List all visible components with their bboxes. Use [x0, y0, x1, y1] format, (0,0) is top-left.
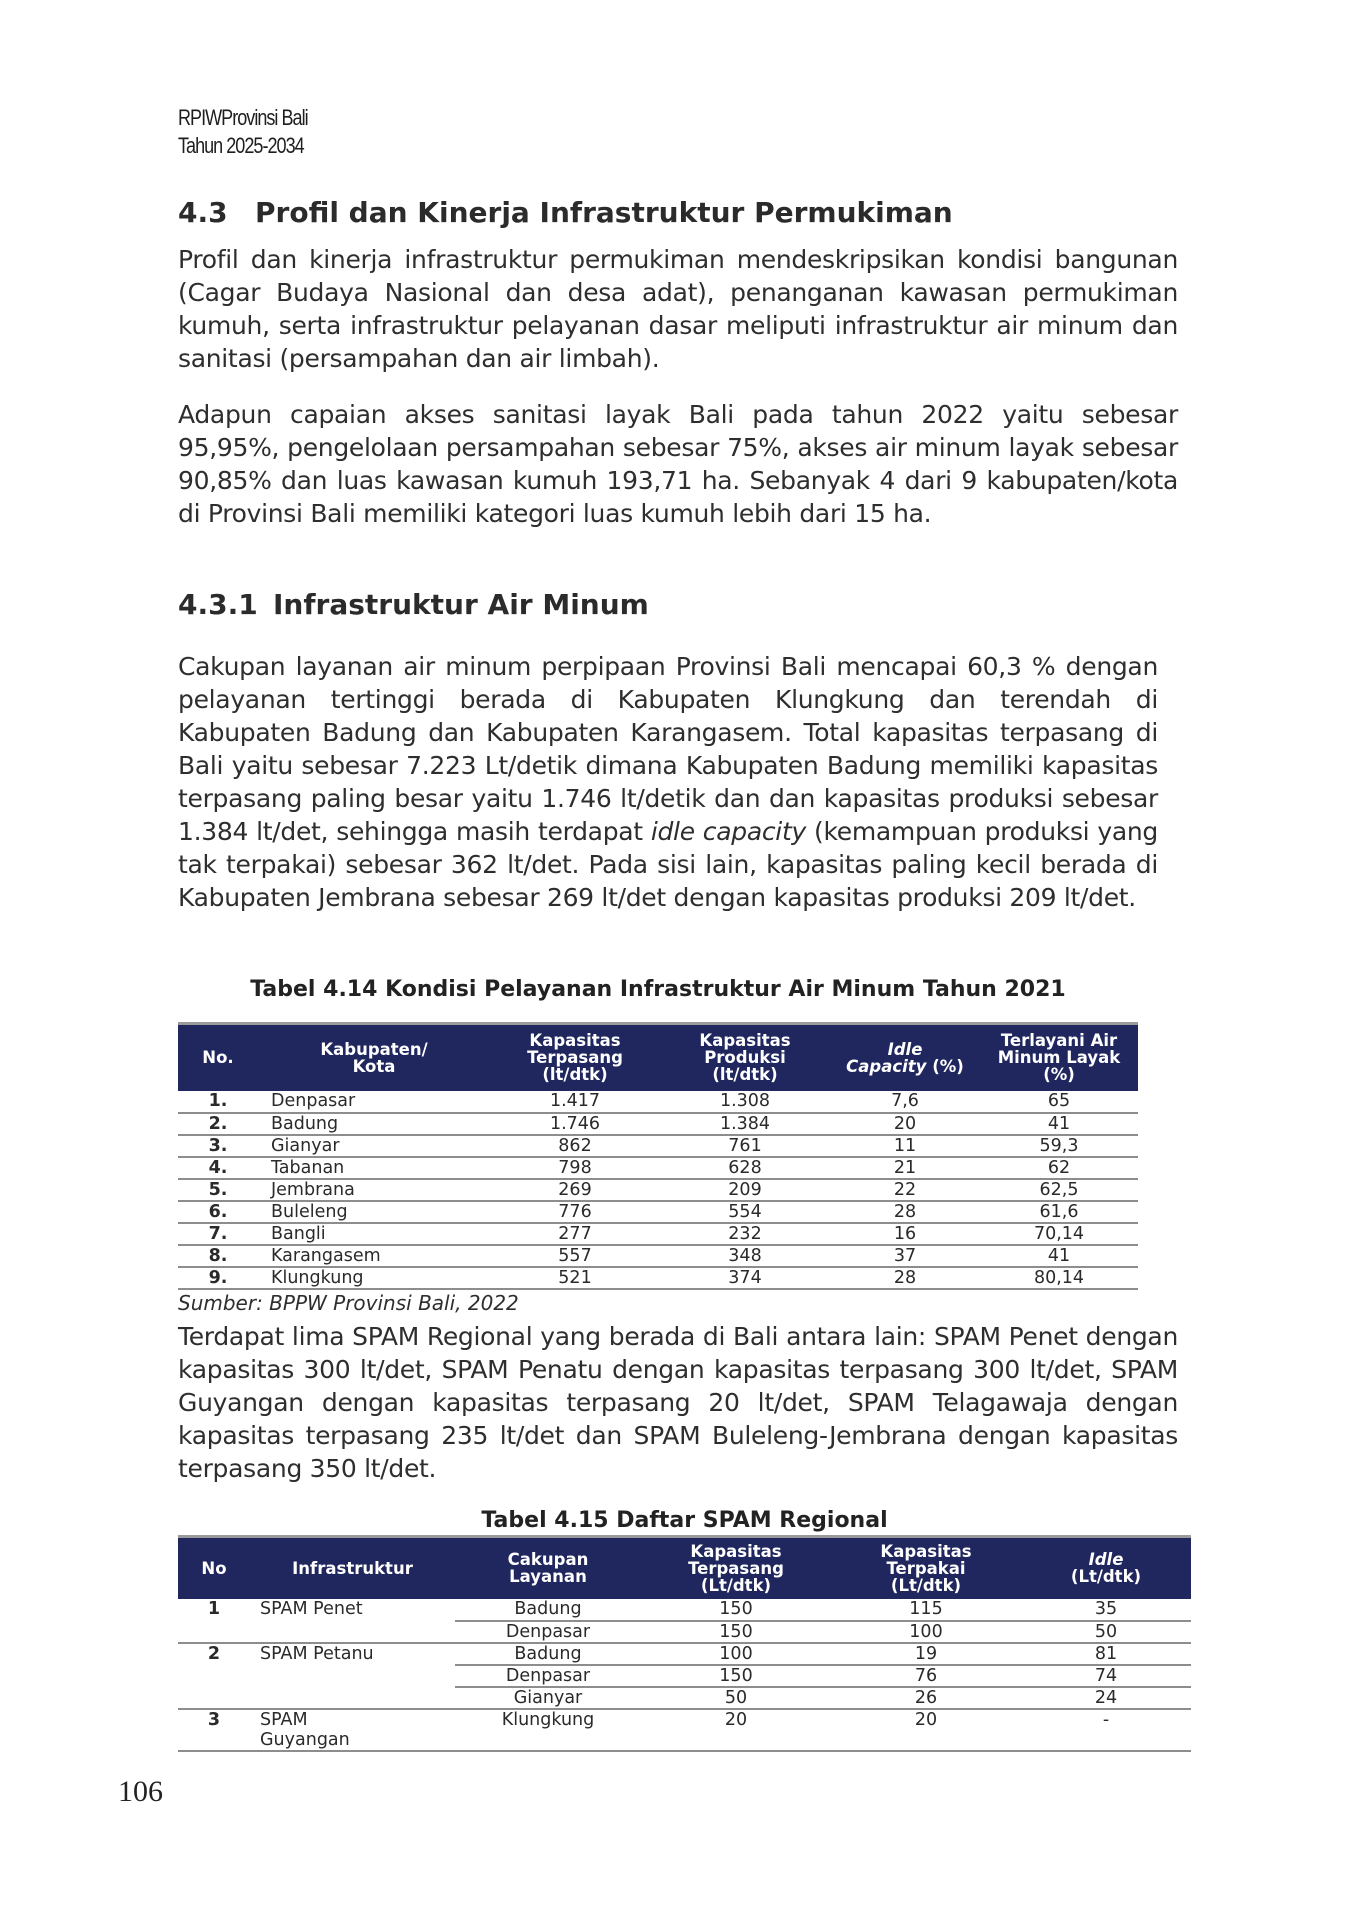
paragraph-text: (kemampuan produksi yang tak terpakai) sebesar 362 lt/det. Pada sisi lain, kapasitas paling kecil berada di Kabupaten Jembrana sebesar 269 lt/det dengan kapasitas produksi 209 lt/det. — [178, 817, 1158, 912]
spam-regional-table — [178, 1535, 1191, 1752]
subsection-number: 4.3.1 — [178, 588, 258, 621]
table-row: 9. Klungkung 521 374 28 80,14 — [178, 1267, 1138, 1289]
paragraph-text: Cakupan layanan air minum perpipaan Provinsi Bali mencapai 60,3 % dengan pelayanan tertinggi berada di Kabupaten Klungkung dan terendah di Kabupaten Badung dan Kabupaten Karangasem. Total kapasitas terpasang di Bali yaitu sebesar 7.223 Lt/detik dimana Kabupaten Badung memiliki kapasitas terpasang paling besar yaitu 1.746 lt/detik dan dan kapasitas produksi sebesar 1.384 lt/det, sehingga masih terdapat — [178, 652, 1158, 846]
header-infrastruktur: Infrastruktur — [250, 1537, 455, 1599]
section-number: 4.3 — [178, 196, 228, 229]
section-heading — [178, 196, 953, 229]
table-row: 5. Jembrana 269 209 22 62,5 — [178, 1179, 1138, 1201]
table-row: 3. Gianyar 862 761 11 59,3 — [178, 1135, 1138, 1157]
table-caption: Tabel 4.15 Daftar SPAM Regional — [481, 1508, 888, 1533]
table-row: 8. Karangasem 557 348 37 41 — [178, 1245, 1138, 1267]
running-head-title: RPIWProvinsi Bali — [178, 105, 308, 130]
subsection-title: Infrastruktur Air Minum — [273, 588, 649, 621]
spam-regional-paragraph: Terdapat lima SPAM Regional yang berada di Bali antara lain: SPAM Penet dengan kapasitas 300 lt/det, SPAM Penatu dengan kapasitas terpasang 300 lt/det, SPAM Guyangan dengan kapasitas terpasang 20 lt/det, SPAM Telagawaja dengan kapasitas terpasang 235 lt/det dan SPAM Buleleng-Jembrana dengan kapasitas terpasang 350 lt/det. — [178, 1322, 1178, 1483]
running-head-years: Tahun 2025-2034 — [178, 133, 304, 158]
header-kapasitas-terpasang: Kapasitas Terpasang (Lt/dtk) — [641, 1537, 831, 1599]
subsection-paragraph — [178, 650, 1158, 914]
header-cakupan-layanan: Cakupan Layanan — [455, 1537, 641, 1599]
table-row: 2. Badung 1.746 1.384 20 41 — [178, 1113, 1138, 1135]
table-row: 3 SPAM Guyangan Klungkung 20 20 - — [178, 1709, 1191, 1751]
subsection-heading — [178, 588, 649, 621]
table-row: 2 SPAM Petanu Badung 100 19 81 — [178, 1643, 1191, 1665]
table-header-row — [178, 1024, 1138, 1091]
table-row: 1 SPAM Penet Badung 150 115 35 — [178, 1599, 1191, 1621]
header-no: No. — [178, 1024, 258, 1091]
table-header-row — [178, 1537, 1191, 1599]
paragraph-italic-term: idle capacity — [650, 817, 806, 846]
section-title: Profil dan Kinerja Infrastruktur Permukiman — [255, 196, 953, 229]
table-row: 4. Tabanan 798 628 21 62 — [178, 1157, 1138, 1179]
header-no: No — [178, 1537, 250, 1599]
table-row: Gianyar 50 26 24 — [178, 1687, 1191, 1709]
table-row: Denpasar 150 100 50 — [178, 1621, 1191, 1643]
table-row: Denpasar 150 76 74 — [178, 1665, 1191, 1687]
header-idle: Idle (Lt/dtk) — [1021, 1537, 1191, 1599]
header-kapasitas-terpasang: Kapasitas Terpasang (lt/dtk) — [490, 1024, 660, 1091]
section-paragraph-2: Adapun capaian akses sanitasi layak Bali pada tahun 2022 yaitu sebesar 95,95%, pengelolaan persampahan sebesar 75%, akses air minum layak sebesar 90,85% dan luas kawasan kumuh 193,71 ha. Sebanyak 4 dari 9 kabupaten/kota di Provinsi Bali memiliki kategori luas kumuh lebih dari 15 ha. — [178, 400, 1178, 528]
water-service-table — [178, 1022, 1138, 1290]
header-kapasitas-produksi: Kapasitas Produksi (lt/dtk) — [660, 1024, 830, 1091]
table-row: 6. Buleleng 776 554 28 61,6 — [178, 1201, 1138, 1223]
header-kapasitas-terpakai: Kapasitas Terpakai (Lt/dtk) — [831, 1537, 1021, 1599]
table-caption: Tabel 4.14 Kondisi Pelayanan Infrastruktur Air Minum Tahun 2021 — [250, 977, 1066, 1002]
table-row: 7. Bangli 277 232 16 70,14 — [178, 1223, 1138, 1245]
header-terlayani: Terlayani Air Minum Layak (%) — [980, 1024, 1138, 1091]
table-row: 1. Denpasar 1.417 1.308 7,6 65 — [178, 1091, 1138, 1113]
header-kabupaten: Kabupaten/ Kota — [258, 1024, 490, 1091]
page-number: 106 — [118, 1775, 163, 1808]
table-source-note: Sumber: BPPW Provinsi Bali, 2022 — [178, 1291, 519, 1315]
running-head — [178, 104, 308, 160]
section-paragraph-1: Profil dan kinerja infrastruktur permukiman mendeskripsikan kondisi bangunan (Cagar Budaya Nasional dan desa adat), penanganan kawasan permukiman kumuh, serta infrastruktur pelayanan dasar meliputi infrastruktur air minum dan sanitasi (persampahan dan air limbah). — [178, 245, 1178, 373]
header-idle-capacity: Idle Capacity (%) — [830, 1024, 980, 1091]
